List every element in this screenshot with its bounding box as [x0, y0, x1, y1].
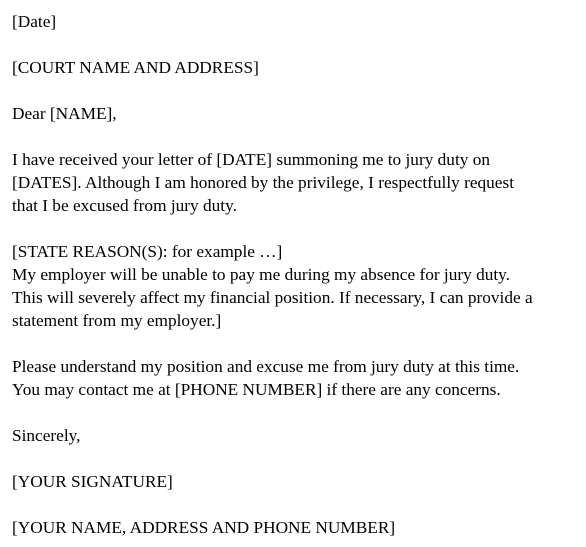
paragraph-line: This will severely affect my financial position. If necessary, I can provide a [12, 288, 533, 307]
salutation [12, 102, 582, 125]
paragraph-reasons [12, 240, 582, 332]
name-address-block [12, 516, 582, 539]
closing [12, 424, 582, 447]
paragraph-line: that I be excused from jury duty. [12, 196, 237, 215]
paragraph-line: You may contact me at [PHONE NUMBER] if there are any concerns. [12, 380, 501, 399]
letter-body [12, 10, 582, 539]
letter-date [12, 10, 582, 33]
paragraph-line: [STATE REASON(S): for example …] [12, 242, 283, 261]
paragraph-request [12, 148, 582, 217]
paragraph-closing-request [12, 355, 582, 401]
signature-line: [YOUR SIGNATURE] [12, 472, 173, 491]
paragraph-line: statement from my employer.] [12, 311, 222, 330]
court-address [12, 56, 582, 79]
closing-line: Sincerely, [12, 426, 81, 445]
signature [12, 470, 582, 493]
court-line: [COURT NAME AND ADDRESS] [12, 58, 259, 77]
salutation-line: Dear [NAME], [12, 104, 117, 123]
paragraph-line: [DATES]. Although I am honored by the privilege, I respectfully request [12, 173, 514, 192]
paragraph-line: Please understand my position and excuse me from jury duty at this time. [12, 357, 520, 376]
name-address-line: [YOUR NAME, ADDRESS AND PHONE NUMBER] [12, 518, 396, 537]
paragraph-line: I have received your letter of [DATE] summoning me to jury duty on [12, 150, 490, 169]
paragraph-line: My employer will be unable to pay me during my absence for jury duty. [12, 265, 510, 284]
date-line: [Date] [12, 12, 57, 31]
